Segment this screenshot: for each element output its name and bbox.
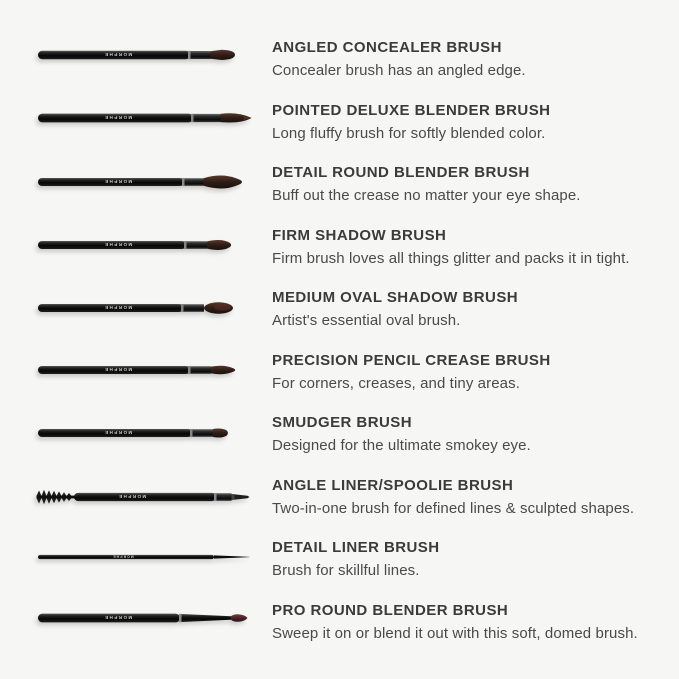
detail-liner-brush-illustration [38, 542, 254, 572]
detail-round-blender-brush-illustration [38, 167, 254, 197]
brush-text-block [272, 415, 672, 454]
handle-brand-label: MORPHE [103, 179, 133, 185]
handle-brand-label: MORPHE [112, 554, 134, 559]
handle-brand-label: MORPHE [103, 430, 133, 436]
precision-pencil-crease-brush-illustration [38, 355, 254, 385]
brush-row-detail-round-blender [0, 165, 679, 228]
brush-text-block [272, 478, 672, 517]
brush-row-medium-oval-shadow [0, 290, 679, 353]
handle-brand-label: MORPHE [103, 615, 133, 621]
brush-title: SMUDGER BRUSH [272, 414, 413, 431]
brush-title: PRO ROUND BLENDER BRUSH [272, 602, 509, 619]
brush-description: Buff out the crease no matter your eye shape. [272, 187, 581, 204]
handle-brand-label: MORPHE [103, 115, 133, 121]
angle-liner-spoolie-brush-illustration [36, 482, 252, 512]
brush-text-block [272, 103, 672, 142]
smudger-brush-illustration [38, 418, 254, 448]
angled-concealer-brush-illustration [38, 40, 254, 70]
brush-title: ANGLED CONCEALER BRUSH [272, 39, 502, 56]
pro-round-blender-brush-illustration [38, 603, 254, 633]
brush-row-firm-shadow [0, 228, 679, 291]
brush-title: FIRM SHADOW BRUSH [272, 227, 447, 244]
brush-title: PRECISION PENCIL CREASE BRUSH [272, 352, 551, 369]
brush-text-block [272, 165, 672, 204]
medium-oval-shadow-brush-illustration [38, 293, 254, 323]
handle-brand-label: MORPHE [103, 367, 133, 373]
brush-description: Sweep it on or blend it out with this soft, domed brush. [272, 625, 638, 642]
brush-description: For corners, creases, and tiny areas. [272, 375, 520, 392]
brush-title: ANGLE LINER/SPOOLIE BRUSH [272, 477, 514, 494]
brush-description: Designed for the ultimate smokey eye. [272, 437, 531, 454]
brush-title: DETAIL ROUND BLENDER BRUSH [272, 164, 530, 181]
brush-text-block [272, 540, 672, 579]
brush-row-pointed-deluxe-blender [0, 103, 679, 166]
brush-description: Long fluffy brush for softly blended color. [272, 125, 546, 142]
handle-brand-label: MORPHE [103, 242, 133, 248]
brush-description: Brush for skillful lines. [272, 562, 420, 579]
pointed-deluxe-blender-brush-illustration [38, 103, 254, 133]
handle-brand-label: MORPHE [103, 305, 133, 311]
brush-row-angle-liner-spoolie [0, 478, 679, 541]
brush-row-precision-pencil-crease [0, 353, 679, 416]
brush-text-block [272, 228, 672, 267]
brush-row-angled-concealer [0, 40, 679, 103]
brush-text-block [272, 353, 672, 392]
brush-title: DETAIL LINER BRUSH [272, 539, 440, 556]
brush-row-smudger [0, 415, 679, 478]
brush-title: POINTED DELUXE BLENDER BRUSH [272, 102, 551, 119]
firm-shadow-brush-illustration [38, 230, 254, 260]
brush-description: Artist's essential oval brush. [272, 312, 461, 329]
handle-brand-label: MORPHE [117, 494, 147, 500]
handle-brand-label: MORPHE [103, 52, 133, 58]
brush-title: MEDIUM OVAL SHADOW BRUSH [272, 289, 519, 306]
brush-description: Firm brush loves all things glitter and packs it in tight. [272, 250, 630, 267]
brush-row-detail-liner [0, 540, 679, 603]
brush-text-block [272, 290, 672, 329]
brush-text-block [272, 603, 672, 642]
brush-description: Concealer brush has an angled edge. [272, 62, 526, 79]
brush-description: Two-in-one brush for defined lines & sculpted shapes. [272, 500, 635, 517]
brush-text-block [272, 40, 672, 79]
brush-row-pro-round-blender [0, 603, 679, 666]
